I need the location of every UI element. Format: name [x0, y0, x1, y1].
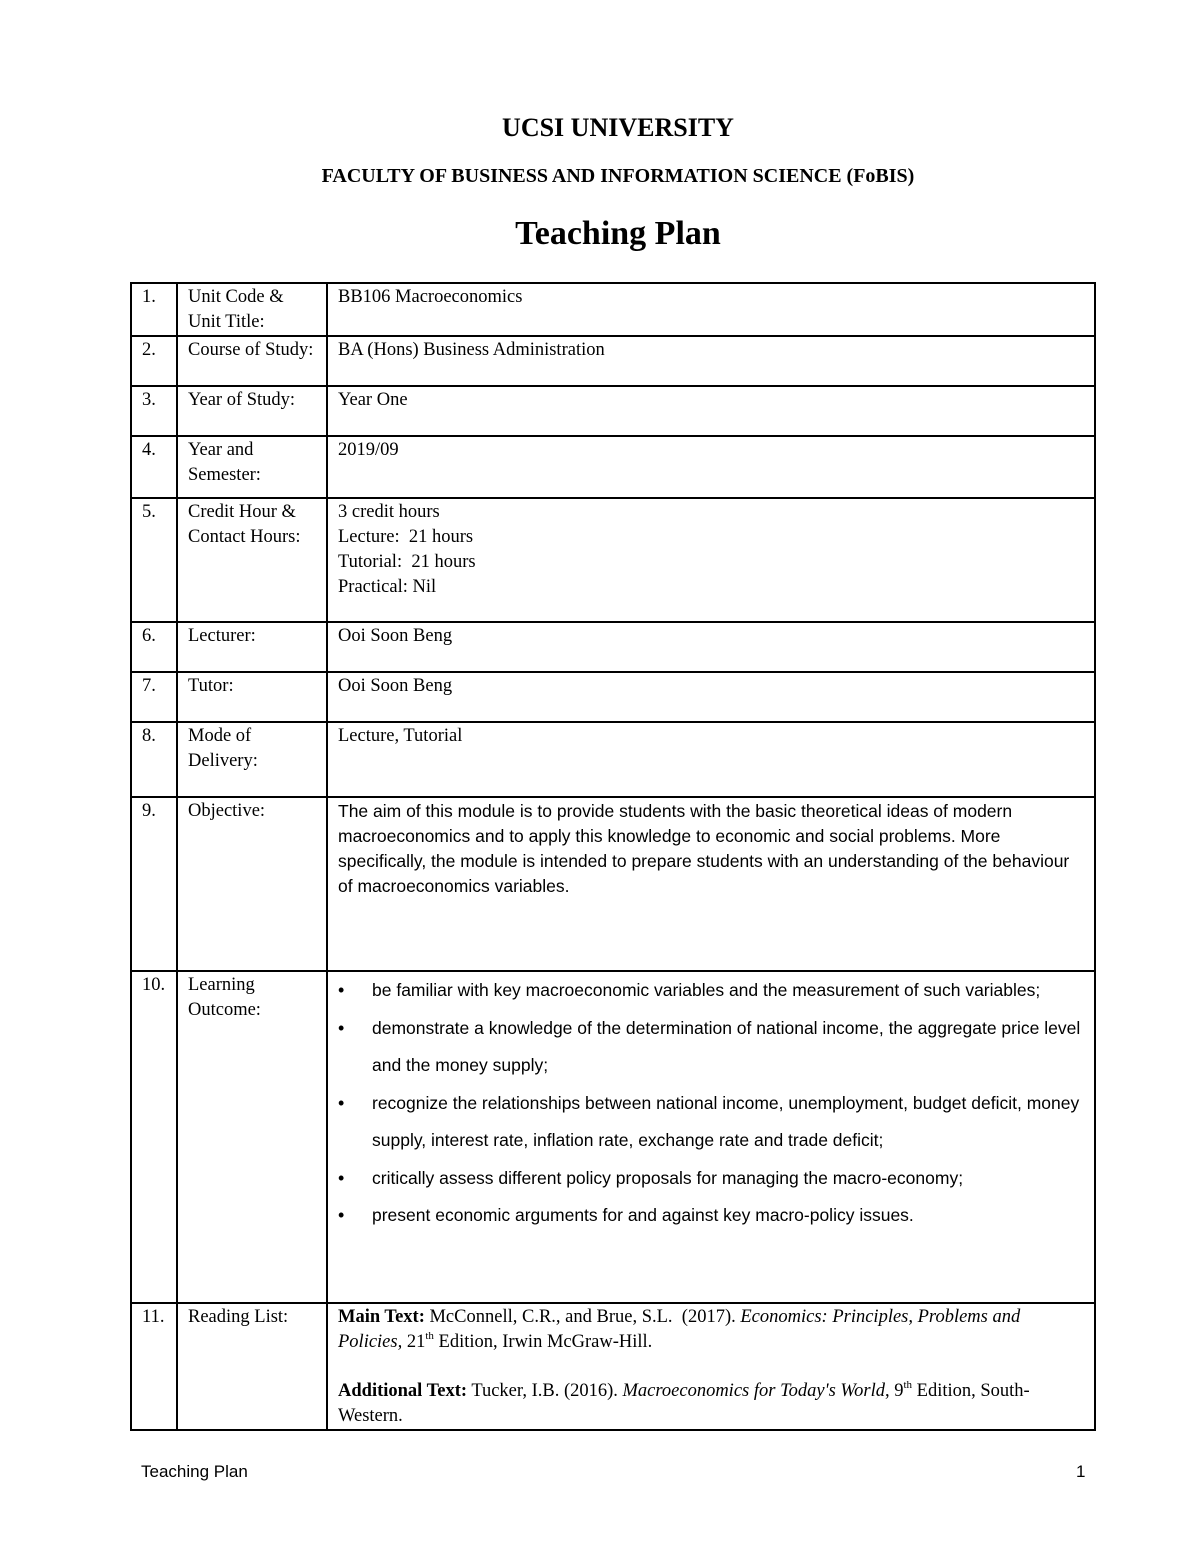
- row-number: 1.: [131, 283, 177, 336]
- row-number: 3.: [131, 386, 177, 436]
- row-number: 4.: [131, 436, 177, 498]
- main-text-title: Economics: Principles, Problems and Policies,: [338, 1307, 1021, 1352]
- list-item: • recognize the relationships between national income, unemployment, budget deficit, money supply, interest rate, inflation rate, exchange rate and trade deficit;: [338, 1085, 1084, 1160]
- row-number: 2.: [131, 336, 177, 386]
- practical-hours: Practical: Nil: [338, 577, 437, 597]
- learning-outcomes-list: [338, 972, 1084, 1235]
- credit-hours: 3 credit hours: [338, 502, 440, 522]
- additional-text-reference: [338, 1379, 1084, 1429]
- main-text-reference: [338, 1305, 1084, 1355]
- row-label: Credit Hour & Contact Hours:: [177, 498, 327, 622]
- list-item: • present economic arguments for and against key macro-policy issues.: [338, 1197, 1084, 1235]
- row-value: BB106 Macroeconomics: [327, 283, 1095, 336]
- list-item: • be familiar with key macroeconomic variables and the measurement of such variables;: [338, 972, 1084, 1010]
- main-text-edition-rest: Edition, Irwin McGraw-Hill.: [433, 1332, 653, 1352]
- teaching-plan-table: [130, 282, 1096, 1431]
- row-label: Tutor:: [177, 672, 327, 722]
- main-text-edition-number: 21: [402, 1332, 426, 1352]
- row-value: Ooi Soon Beng: [327, 672, 1095, 722]
- table-row: [131, 622, 1095, 672]
- page-number: 1: [1076, 1462, 1086, 1481]
- additional-text-label: Additional Text:: [338, 1381, 468, 1401]
- main-text-authors: McConnell, C.R., and Brue, S.L. (2017).: [424, 1307, 741, 1327]
- row-number: 9.: [131, 797, 177, 971]
- additional-text-edition-suffix: th: [903, 1379, 913, 1391]
- row-value: BA (Hons) Business Administration: [327, 336, 1095, 386]
- row-label: Lecturer:: [177, 622, 327, 672]
- row-number: 11.: [131, 1303, 177, 1430]
- row-label: Course of Study:: [177, 336, 327, 386]
- row-number: 8.: [131, 722, 177, 797]
- additional-text-authors: Tucker, I.B. (2016).: [467, 1381, 623, 1401]
- objective-text: The aim of this module is to provide students with the basic theoretical ideas of modern macroeconomics and to apply this knowledge to economic and social problems. More specifically, the module is intended to prepare students with an understanding of the behaviour of macroeconomics variables.: [327, 797, 1095, 971]
- table-row: [131, 1303, 1095, 1430]
- faculty-name: FACULTY OF BUSINESS AND INFORMATION SCIENCE (FoBIS): [321, 165, 915, 187]
- additional-text-edition-rest: Edition, South-Western.: [338, 1381, 1030, 1426]
- row-value: Ooi Soon Beng: [327, 622, 1095, 672]
- row-value: 2019/09: [327, 436, 1095, 498]
- additional-text-title: Macroeconomics for Today's World: [622, 1381, 885, 1401]
- row-number: 7.: [131, 672, 177, 722]
- table-row: [131, 283, 1095, 336]
- main-text-label: Main Text:: [338, 1307, 425, 1327]
- university-name: UCSI UNIVERSITY: [502, 113, 734, 142]
- table-row: [131, 971, 1095, 1303]
- table-row: [131, 797, 1095, 971]
- row-value: Lecture, Tutorial: [327, 722, 1095, 797]
- table-row: [131, 336, 1095, 386]
- table-row: [131, 436, 1095, 498]
- additional-text-edition-number: , 9: [884, 1381, 904, 1401]
- table-row: [131, 386, 1095, 436]
- learning-outcomes-cell: [327, 971, 1095, 1303]
- row-label: Unit Code & Unit Title:: [177, 283, 327, 336]
- row-number: 10.: [131, 971, 177, 1303]
- table-row: [131, 672, 1095, 722]
- tutorial-hours: Tutorial: 21 hours: [338, 552, 476, 572]
- row-label: Year and Semester:: [177, 436, 327, 498]
- row-number: 5.: [131, 498, 177, 622]
- credit-hours-cell: [327, 498, 1095, 622]
- footer-title: Teaching Plan: [141, 1462, 248, 1481]
- row-label: Learning Outcome:: [177, 971, 327, 1303]
- row-label: Objective:: [177, 797, 327, 971]
- list-item: • demonstrate a knowledge of the determination of national income, the aggregate price level and the money supply;: [338, 1010, 1084, 1085]
- row-value: Year One: [327, 386, 1095, 436]
- table-row: [131, 498, 1095, 622]
- table-row: [131, 722, 1095, 797]
- list-item: • critically assess different policy proposals for managing the macro-economy;: [338, 1160, 1084, 1198]
- row-label: Reading List:: [177, 1303, 327, 1430]
- main-text-edition-suffix: th: [425, 1330, 434, 1342]
- row-number: 6.: [131, 622, 177, 672]
- document-title: Teaching Plan: [515, 215, 721, 252]
- reading-list-cell: [327, 1303, 1095, 1430]
- row-label: Year of Study:: [177, 386, 327, 436]
- row-label: Mode of Delivery:: [177, 722, 327, 797]
- lecture-hours: Lecture: 21 hours: [338, 527, 474, 547]
